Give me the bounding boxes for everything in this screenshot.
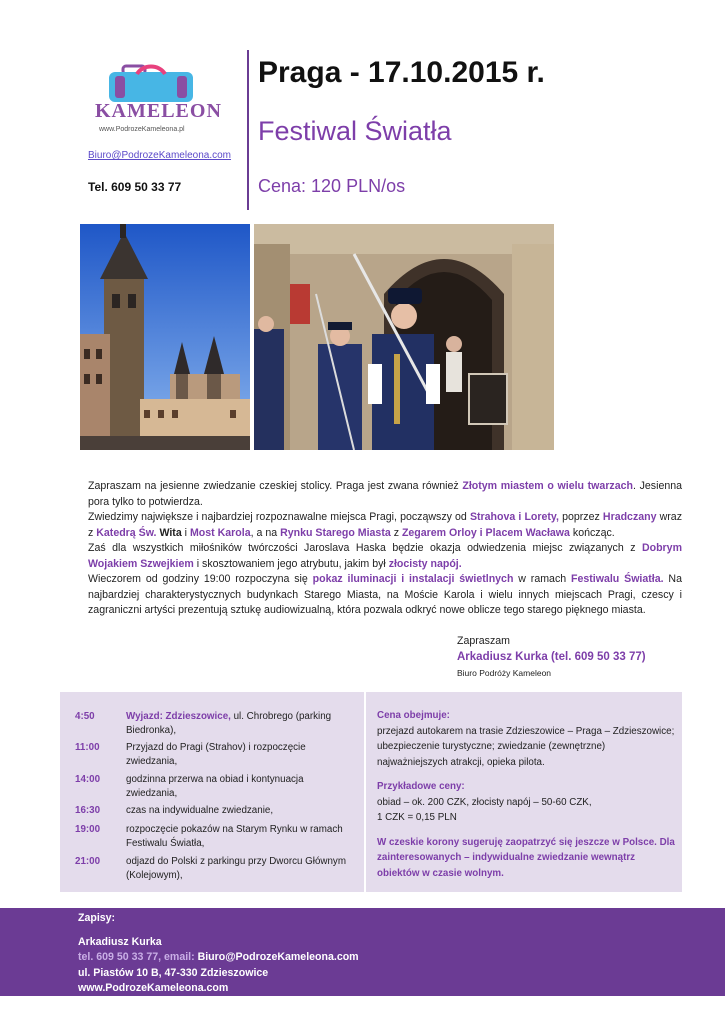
text-span: w ramach [513,573,571,585]
page-title: Praga - 17.10.2015 r. [258,56,545,89]
text-span: i [181,526,190,539]
includes-heading: Cena obejmuje: [377,710,450,721]
schedule-time: 21:00 [75,856,101,867]
highlight-text: Rynku Starego Miasta [280,526,391,539]
schedule-desc: Przyjazd do Pragi (Strahov) i rozpoczęcie zwiedzania, [126,742,306,767]
description-text [88,479,682,619]
schedule-lead: Wyjazd: Zdzieszowice, [126,711,231,722]
header-divider [247,50,249,210]
footer-contact [78,911,359,997]
highlight-text: Dobrym Wojakiem Szwejkiem [88,542,682,570]
text-span: Na najbardziej charakterystycznych budynkach Starego Miasta, na Moście Karola i wielu innych miejscach Pragi, czescy i zagraniczni artyści prezentują sztukę audiowizualną, która pozwala odkryć nowe oblicze tego starego pięknego miasta. [88,573,682,616]
paragraph-festival [88,572,682,619]
includes-text: przejazd autokarem na trasie Zdzieszowice – Praga – Zdzieszowice; ubezpieczenie turystyczne; zwiedzanie (zewnętrzne) najważniejszych atrakcji, opieka pilota. [377,725,675,768]
text-span: wraz z [88,511,682,539]
signature-invite: Zapraszam [457,635,510,647]
kameleon-logo [85,60,220,140]
text-span: Zaś dla wszystkich miłośników twórczości Jaroslava Haska będzie okazja odwiedzenia miejsc związanych z [88,542,642,554]
highlight-text: Katedrą Św. [96,526,157,539]
footer-phone-email [78,950,359,966]
footer-website[interactable]: www.PodrozeKameleona.com [78,982,229,994]
email-link[interactable]: Biuro@PodrozeKameleona.com [88,150,232,161]
email-label: email: [161,951,195,963]
prices-line: obiad – ok. 200 CZK, złocisty napój – 50-60 CZK, [377,796,592,808]
text-span: poprzez [558,511,603,523]
schedule-desc: rozpoczęcie pokazów na Starym Rynku w ramach Festiwalu Światła, [126,824,343,849]
footer-label: Zapisy: [78,912,116,924]
price-label: Cena: 120 PLN/os [258,176,406,196]
schedule-desc-text: ul. Chrobrego (parking Biedronka), [126,711,332,736]
schedule-desc: odjazd do Polski z parkingu przy Dworcu Głównym (Kolejowym), [126,856,346,881]
prices-line: 1 CZK = 0,15 PLN [377,812,457,823]
schedule-time: 4:50 [75,711,95,722]
logo-text: KAMELEON [95,100,222,122]
castle-guards-photo [254,224,554,450]
schedule-time: 11:00 [75,742,100,753]
footer-phone: 609 50 33 77, [93,951,162,963]
highlight-text: Festiwalu Światła. [571,573,664,585]
schedule-divider [364,692,366,892]
tel-label: tel. [78,951,94,963]
currency-note: W czeskie korony sugeruję zaopatrzyć się jeszcze w Polsce. Dla zainteresowanych – indywidualne zwiedzanie wewnątrz obiektów w czasie wolnym. [377,836,675,879]
highlight-text: Most Karola [189,526,251,539]
text-span: Zwiedzimy największe i najbardziej rozpoznawalne miejsca Pragi, począwszy od [88,511,470,523]
paragraph-szwejk [88,541,682,572]
signature-name: Arkadiusz Kurka (tel. 609 50 33 77) [457,651,646,663]
bold-text: Wita [156,526,182,539]
highlight-text: złocisty napój. [388,557,462,570]
schedule-desc: godzinna przerwa na obiad i kontynuacja zwiedzania, [126,774,304,799]
text-span: Zapraszam na jesienne zwiedzanie czeskiej stolicy. Praga jest zwana również [88,480,463,492]
footer-spacer [78,927,359,935]
phone-number: Tel. 609 50 33 77 [88,180,182,194]
page-subtitle: Festiwal Światła [258,116,452,146]
text-span: . Jesienna pora tylko to potwierdza. [88,480,683,508]
paragraph-sights [88,510,682,541]
signature-company: Biuro Podróży Kameleon [457,668,552,678]
text-span: , a na [250,526,281,539]
text-span: z [390,526,402,539]
text-span: Wieczorem od godziny 19:00 rozpoczyna się [88,573,313,585]
footer-address: ul. Piastów 10 B, 47-330 Zdzieszowice [78,966,269,979]
price-includes-column [377,708,677,881]
schedule-time: 19:00 [75,824,101,835]
schedule-time: 16:30 [75,805,101,816]
prices-heading: Przykładowe ceny: [377,781,465,792]
highlight-text: Złotym miastem o wielu twarzach [462,480,633,492]
paragraph-intro [88,479,682,510]
highlight-text: Hradczany [602,511,657,523]
highlight-text: Zegarem Orloy i Placem Wacława [401,526,570,539]
highlight-text: Strahova i Lorety, [469,511,559,523]
footer-name: Arkadiusz Kurka [78,935,162,948]
schedule-desc [126,710,356,738]
text-span: i skosztowaniem jego atrybutu, jakim był [193,557,389,570]
schedule-desc: czas na indywidualne zwiedzanie, [126,805,274,816]
logo-url: www.PodrozeKameleona.pl [99,126,185,133]
highlight-text: pokaz iluminacji i instalacji świetlnych [312,573,514,585]
text-span: kończąc. [569,526,615,539]
old-town-prague-photo [80,224,250,450]
footer-email[interactable]: Biuro@PodrozeKameleona.com [194,951,359,963]
schedule-time: 14:00 [75,774,101,785]
